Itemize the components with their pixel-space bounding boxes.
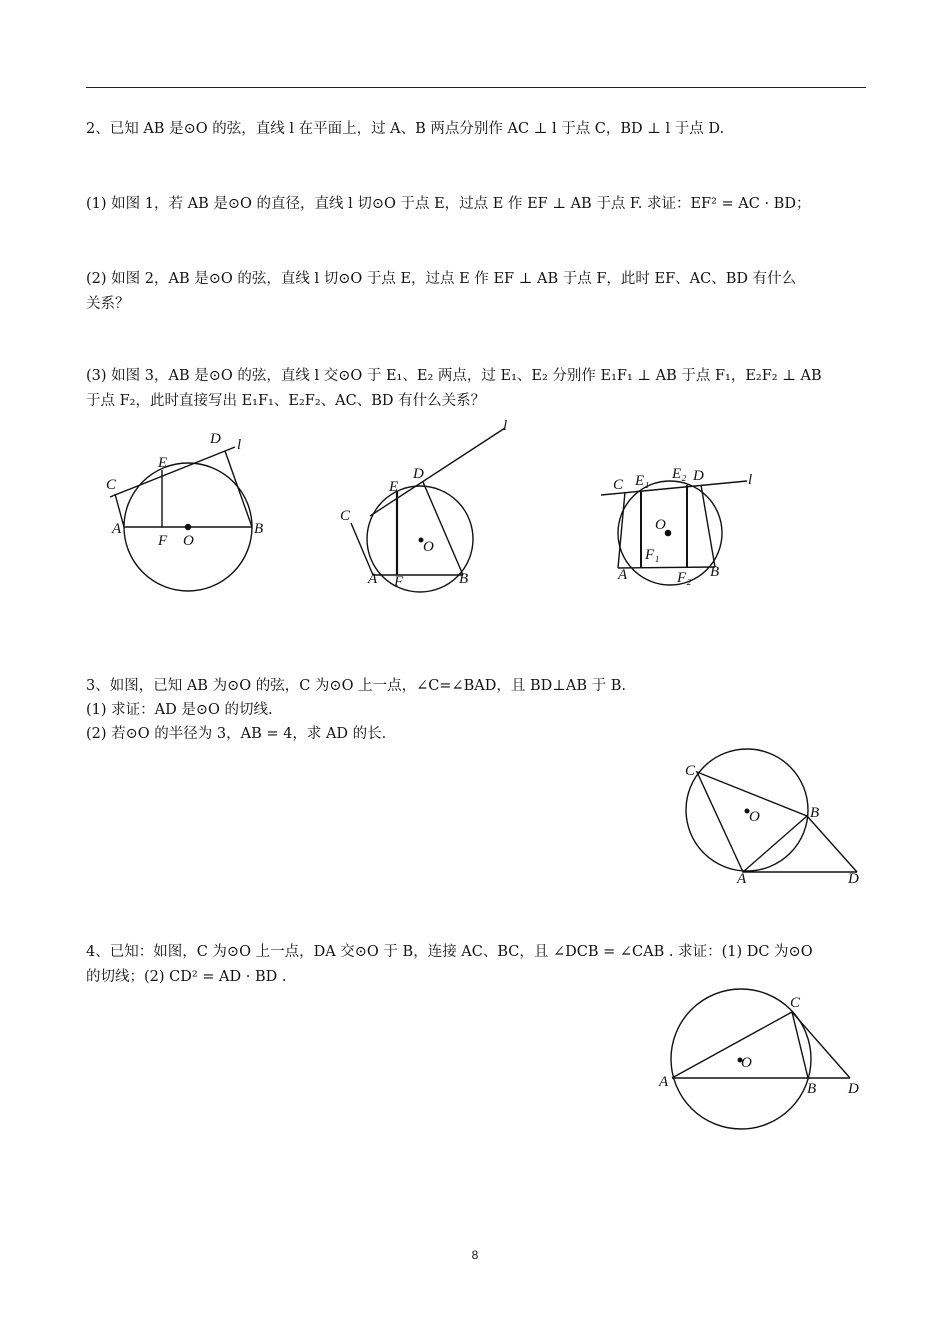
fig3-label-F1: F₁: [645, 547, 660, 563]
fig3-label-A: A: [618, 567, 628, 583]
fig3-center-dot: [665, 530, 670, 535]
fig3-chord-ab: [618, 567, 715, 568]
problem-2-part-1: (1) 如图 1，若 AB 是⊙O 的直径，直线 l 切⊙O 于点 E，过点 E 作 EF ⊥ AB 于点 F. 求证：EF² = AC · BD；: [86, 196, 811, 212]
fig-p3-segment-bd: [807, 816, 857, 872]
figure-2: [335, 418, 515, 598]
fig-p3-label-C: C: [685, 763, 696, 779]
fig1-segment-bd: [225, 451, 252, 527]
fig-p4-label-D: D: [848, 1081, 859, 1097]
fig3-label-D: D: [693, 468, 704, 484]
fig-p3-label-O: O: [749, 809, 760, 825]
fig2-label-D: D: [413, 466, 424, 482]
fig2-label-l: l: [503, 418, 508, 434]
figure-3: [595, 455, 775, 595]
problem-3-part-1: (1) 求证：AD 是⊙O 的切线.: [86, 702, 273, 718]
fig-p4-segment-ac: [672, 1012, 792, 1078]
fig2-label-F: F: [394, 574, 404, 590]
fig-p4-label-A: A: [659, 1074, 669, 1090]
fig1-label-A: A: [112, 521, 122, 537]
problem-2-statement: 2、已知 AB 是⊙O 的弦，直线 l 在平面上，过 A、B 两点分别作 AC ⊥ l 于点 C，BD ⊥ l 于点 D.: [86, 121, 725, 137]
fig2-label-C: C: [340, 508, 351, 524]
problem-2-part-2: (2) 如图 2，AB 是⊙O 的弦，直线 l 切⊙O 于点 E，过点 E 作 EF ⊥ AB 于点 F，此时 EF、AC、BD 有什么: [86, 271, 797, 287]
fig2-label-E: E: [389, 479, 399, 495]
fig3-label-l: l: [748, 472, 753, 488]
fig2-segment-ac: [351, 523, 373, 575]
problem-2-part-2-cont: 关系？: [86, 296, 130, 312]
figure-problem-4: [650, 985, 870, 1135]
fig1-label-F: F: [158, 533, 168, 549]
figure-1: [100, 425, 280, 595]
problem-2-part-3: (3) 如图 3，AB 是⊙O 的弦，直线 l 交⊙O 于 E₁、E₂ 两点，过 E₁、E₂ 分别作 E₁F₁ ⊥ AB 于点 F₁，E₂F₂ ⊥ AB: [86, 368, 822, 384]
problem-4-statement: 4、已知：如图，C 为⊙O 上一点，DA 交⊙O 于 B，连接 AC、BC，且 ∠DCB = ∠CAB . 求证：(1) DC 为⊙O: [86, 944, 813, 960]
fig1-label-C: C: [106, 477, 117, 493]
fig3-label-O: O: [655, 517, 666, 533]
fig3-label-E1: E₁: [635, 473, 650, 489]
fig1-label-B: B: [254, 521, 264, 537]
fig2-label-O: O: [423, 539, 434, 555]
fig3-label-F2: F₂: [677, 570, 692, 586]
page-number: 8: [471, 1248, 479, 1262]
fig3-label-E2: E₂: [672, 466, 687, 482]
fig-p3-label-B: B: [810, 805, 820, 821]
fig2-line-l: [370, 428, 505, 516]
fig2-label-A: A: [368, 571, 378, 587]
fig3-label-C: C: [613, 477, 624, 493]
problem-4-statement-cont: 的切线；(2) CD² = AD · BD .: [86, 969, 287, 985]
fig1-center-dot: [186, 525, 191, 530]
fig2-segment-bd: [423, 482, 463, 575]
fig1-label-O: O: [183, 533, 194, 549]
fig-p4-label-C: C: [790, 995, 801, 1011]
problem-3-part-2: (2) 若⊙O 的半径为 3，AB = 4，求 AD 的长.: [86, 726, 387, 742]
fig-p4-label-O: O: [741, 1055, 752, 1071]
header-rule: [86, 87, 866, 88]
fig-p3-label-D: D: [848, 871, 859, 887]
fig-p4-label-B: B: [807, 1081, 817, 1097]
problem-2-part-3-cont: 于点 F₂，此时直接写出 E₁F₁、E₂F₂、AC、BD 有什么关系？: [86, 393, 486, 409]
fig1-label-l: l: [237, 437, 242, 453]
fig2-label-B: B: [459, 571, 469, 587]
figure-problem-3: [675, 742, 875, 892]
fig1-line-l: [110, 447, 235, 497]
problem-3-statement: 3、如图，已知 AB 为⊙O 的弦，C 为⊙O 上一点，∠C=∠BAD，且 BD⊥AB 于 B.: [86, 678, 626, 694]
fig1-label-E: E: [158, 455, 168, 471]
fig-p3-label-A: A: [737, 871, 747, 887]
fig3-label-B: B: [710, 564, 720, 580]
fig1-label-D: D: [210, 431, 221, 447]
